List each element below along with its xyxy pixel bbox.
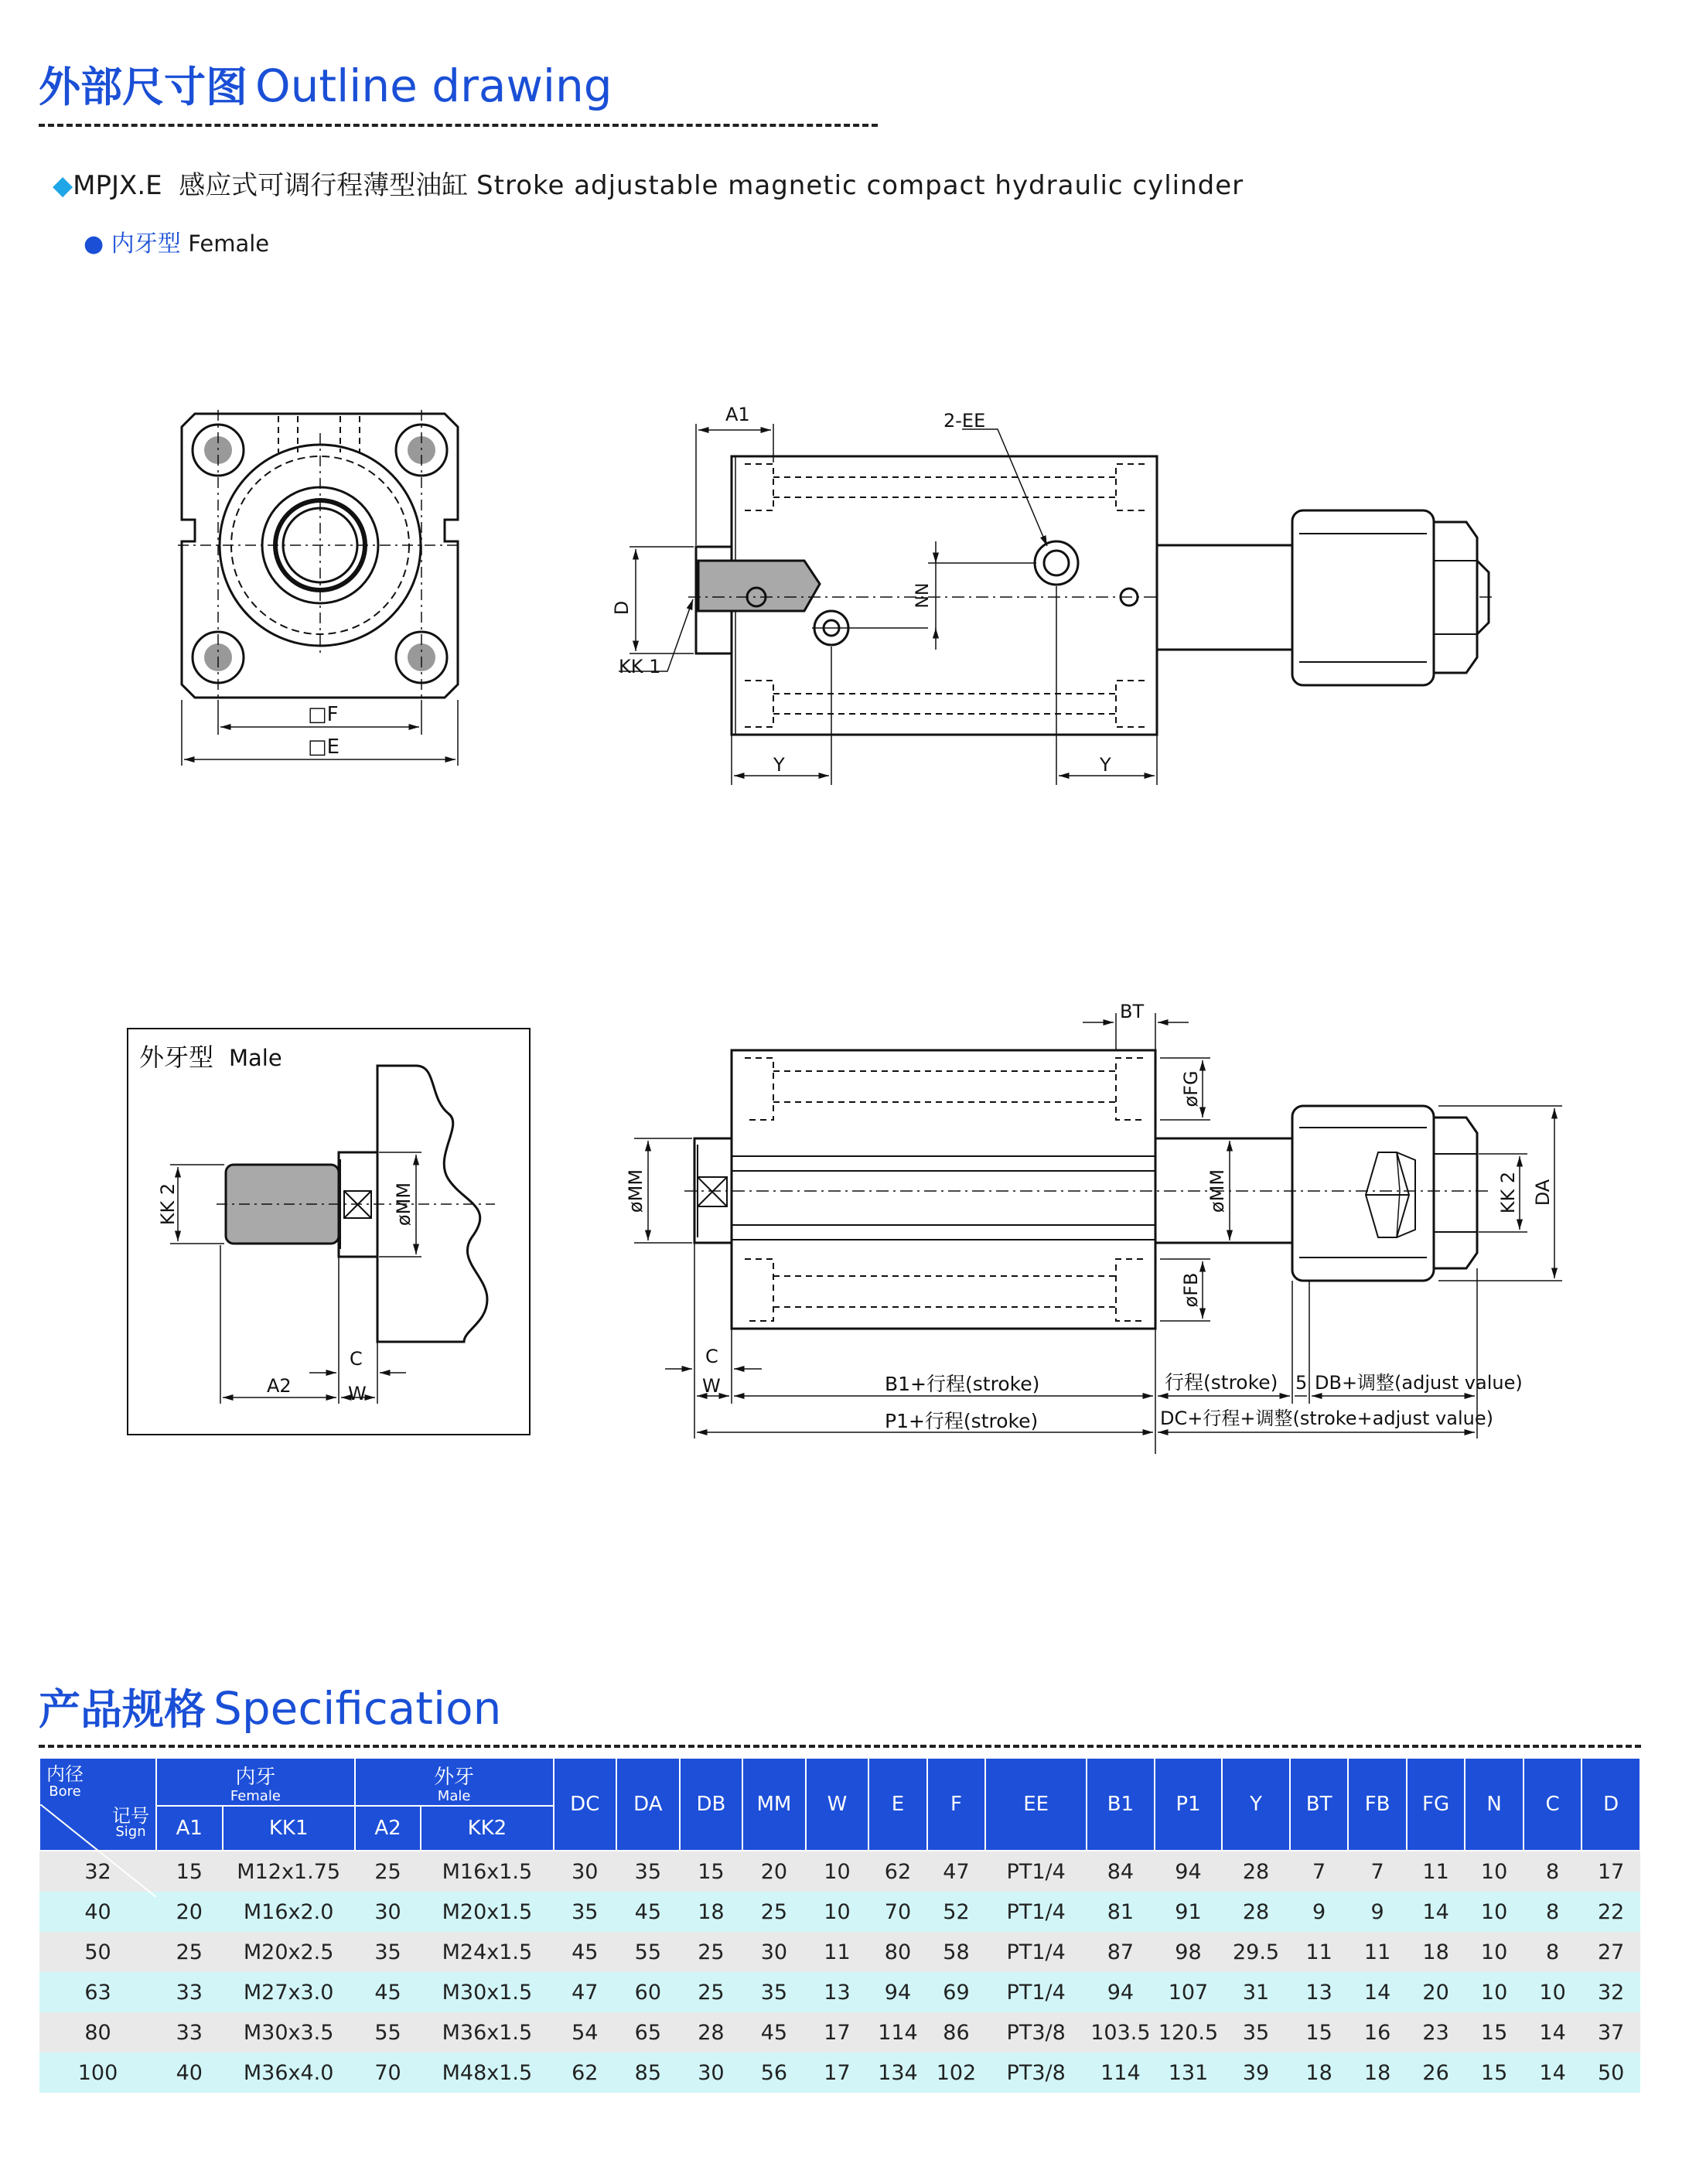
dim-nn-label: NN (913, 582, 933, 609)
dim-d-label: D (611, 600, 633, 616)
table-cell: 107 (1155, 1972, 1223, 2012)
table-cell: 94 (1087, 1972, 1155, 2012)
table-cell: 114 (1087, 2053, 1155, 2093)
table-cell: 18 (1348, 2053, 1407, 2093)
table-cell: 18 (680, 1892, 743, 1932)
product-code: MPJX.E (73, 170, 162, 201)
table-cell: M27x3.0 (223, 1972, 355, 2012)
table-cell: 35 (616, 1851, 680, 1892)
table-cell: 47 (554, 1972, 617, 2012)
table-cell: 16 (1348, 2012, 1407, 2053)
table-cell: 98 (1155, 1932, 1223, 1972)
dim-kk1-label: KK 1 (619, 656, 661, 677)
col-header: N (1465, 1758, 1524, 1851)
table-cell: 30 (355, 1892, 421, 1932)
table-cell: 8 (1524, 1851, 1582, 1892)
table-cell: M12x1.75 (223, 1851, 355, 1892)
table-cell: 28 (1222, 1851, 1290, 1892)
table-cell: 62 (868, 1851, 927, 1892)
dim-fb-label: øFB (1180, 1272, 1202, 1308)
table-cell: 47 (927, 1851, 986, 1892)
product-name-en: Stroke adjustable magnetic compact hydraulic cylinder (476, 170, 1244, 201)
table-cell: 17 (806, 2012, 869, 2053)
table-cell: 84 (1087, 1851, 1155, 1892)
table-cell: 7 (1290, 1851, 1349, 1892)
table-cell: M24x1.5 (421, 1932, 553, 1972)
spec-title-cn: 产品规格 (39, 1685, 206, 1734)
table-cell: 25 (355, 1851, 421, 1892)
table-row (39, 1851, 1640, 1892)
table-cell: 54 (554, 2012, 617, 2053)
table-cell: 69 (927, 1972, 986, 2012)
table-row (39, 2053, 1640, 2093)
dim-ee-label: 2-EE (943, 410, 986, 432)
table-cell: 30 (742, 1932, 806, 1972)
dim-five-label: 5 (1295, 1372, 1308, 1394)
table-cell: 80 (868, 1932, 927, 1972)
table-cell: 94 (868, 1972, 927, 2012)
table-cell: 55 (355, 2012, 421, 2053)
table-cell: 120.5 (1155, 2012, 1223, 2053)
col-header: Y (1222, 1758, 1290, 1851)
table-cell: M36x4.0 (223, 2053, 355, 2093)
dim-y-label-right: Y (1100, 754, 1111, 776)
female-en: Female (188, 230, 270, 257)
table-cell: 20 (1407, 1972, 1466, 2012)
table-cell: 85 (616, 2053, 680, 2093)
table-cell: 45 (742, 2012, 806, 2053)
product-name-cn: 感应式可调行程薄型油缸 (179, 170, 469, 201)
col-header: DC (554, 1758, 617, 1851)
table-cell: PT1/4 (985, 1932, 1087, 1972)
subcol-header: KK1 (223, 1806, 355, 1851)
table-cell: 65 (616, 2012, 680, 2053)
table-cell: M48x1.5 (421, 2053, 553, 2093)
bore-cell: 100 (39, 2053, 156, 2093)
col-header: E (868, 1758, 927, 1851)
table-cell: 45 (616, 1892, 680, 1932)
table-cell: 114 (868, 2012, 927, 2053)
table-cell: 8 (1524, 1892, 1582, 1932)
table-cell: 33 (156, 1972, 223, 2012)
table-cell: 25 (680, 1972, 743, 2012)
table-cell: 11 (806, 1932, 869, 1972)
dim-y-label-left: Y (773, 754, 785, 776)
male-group-header: 外牙 Male (355, 1758, 554, 1806)
male-cn: 外牙型 (139, 1043, 214, 1072)
table-cell: 70 (868, 1892, 927, 1932)
table-cell: 15 (1465, 2012, 1524, 2053)
corner-header (39, 1758, 156, 1851)
spec-title (39, 1677, 501, 1736)
table-cell: 33 (156, 2012, 223, 2053)
dim-da-label: DA (1532, 1179, 1554, 1206)
table-cell: 30 (680, 2053, 743, 2093)
dim-mm-label-detail: øMM (393, 1182, 415, 1227)
col-header: DB (680, 1758, 743, 1851)
table-cell: M20x2.5 (223, 1932, 355, 1972)
col-header: P1 (1155, 1758, 1223, 1851)
table-cell: 13 (806, 1972, 869, 2012)
table-cell: 18 (1407, 1932, 1466, 1972)
col-header: B1 (1087, 1758, 1155, 1851)
table-cell: 14 (1348, 1972, 1407, 2012)
table-cell: 9 (1290, 1892, 1349, 1932)
table-cell: 7 (1348, 1851, 1407, 1892)
table-cell: 9 (1348, 1892, 1407, 1932)
table-cell: PT1/4 (985, 1892, 1087, 1932)
table-cell: 14 (1407, 1892, 1466, 1932)
table-cell: 134 (868, 2053, 927, 2093)
table-cell: PT1/4 (985, 1851, 1087, 1892)
dim-e-label: □E (308, 735, 340, 759)
table-cell: 23 (1407, 2012, 1466, 2053)
dim-bt-label: BT (1120, 1001, 1145, 1022)
dim-f-label: □F (308, 703, 339, 726)
table-cell: 25 (680, 1932, 743, 1972)
dim-kk2-label: KK 2 (1497, 1171, 1519, 1214)
table-cell: 31 (1222, 1972, 1290, 2012)
table-cell: 10 (1465, 1851, 1524, 1892)
corner-bore: 内径 Bore (46, 1763, 84, 1800)
dim-c-label-detail: C (350, 1348, 363, 1370)
table-cell: 50 (1582, 2053, 1640, 2093)
table-cell: 40 (156, 2053, 223, 2093)
female-group-header: 内牙 Female (156, 1758, 355, 1806)
dim-mm-label-left: øMM (625, 1169, 647, 1213)
table-cell: 35 (742, 1972, 806, 2012)
col-header: C (1524, 1758, 1582, 1851)
table-cell: 27 (1582, 1932, 1640, 1972)
table-cell: 28 (680, 2012, 743, 2053)
table-cell: 10 (806, 1892, 869, 1932)
table-row (39, 1932, 1640, 1972)
table-cell: 35 (355, 1932, 421, 1972)
male-en: Male (229, 1045, 282, 1071)
table-cell: 10 (1524, 1972, 1582, 2012)
dim-dc-adjust-label: DC+行程+调整(stroke+adjust value) (1160, 1408, 1493, 1429)
table-cell: 10 (1465, 1892, 1524, 1932)
table-cell: 56 (742, 2053, 806, 2093)
table-cell: 60 (616, 1972, 680, 2012)
table-cell: 15 (1465, 2053, 1524, 2093)
table-cell: 17 (1582, 1851, 1640, 1892)
dim-a1-label: A1 (725, 404, 750, 425)
table-cell: 11 (1348, 1932, 1407, 1972)
table-cell: M30x3.5 (223, 2012, 355, 2053)
table-cell: PT1/4 (985, 1972, 1087, 2012)
table-cell: 8 (1524, 1932, 1582, 1972)
table-cell: M36x1.5 (421, 2012, 553, 2053)
table-cell: PT3/8 (985, 2012, 1087, 2053)
col-header: W (806, 1758, 869, 1851)
table-cell: 26 (1407, 2053, 1466, 2093)
subcol-header: A1 (156, 1806, 223, 1851)
table-cell: 10 (1465, 1972, 1524, 2012)
table-cell: 35 (1222, 2012, 1290, 2053)
table-cell: 22 (1582, 1892, 1640, 1932)
dim-kk2-label-detail: KK 2 (157, 1182, 179, 1226)
bore-cell: 80 (39, 2012, 156, 2053)
spec-title-divider (39, 1745, 1641, 1748)
table-cell: 29.5 (1222, 1932, 1290, 1972)
table-cell: 62 (554, 2053, 617, 2093)
dim-db-adjust-label: DB+调整(adjust value) (1315, 1372, 1523, 1394)
outline-title-cn: 外部尺寸图 (39, 63, 247, 111)
table-cell: 11 (1290, 1932, 1349, 1972)
table-cell: 70 (355, 2053, 421, 2093)
table-cell: 15 (680, 1851, 743, 1892)
spec-table (39, 1757, 1641, 2093)
table-cell: 45 (355, 1972, 421, 2012)
col-header: FB (1348, 1758, 1407, 1851)
table-cell: 10 (1465, 1932, 1524, 1972)
table-row (39, 1972, 1640, 2012)
bullet-icon: ● (84, 230, 104, 258)
col-header: EE (985, 1758, 1087, 1851)
table-cell: M16x1.5 (421, 1851, 553, 1892)
table-cell: 39 (1222, 2053, 1290, 2093)
dim-mm-label-rod: øMM (1206, 1169, 1228, 1213)
corner-sign: 记号 Sign (112, 1805, 150, 1840)
table-cell: M30x1.5 (421, 1972, 553, 2012)
dim-c-label: C (705, 1346, 718, 1367)
outline-title-en: Outline drawing (255, 60, 612, 112)
table-cell: 18 (1290, 2053, 1349, 2093)
table-cell: 30 (554, 1851, 617, 1892)
table-cell: 35 (554, 1892, 617, 1932)
table-cell: 28 (1222, 1892, 1290, 1932)
dim-w-label-detail: W (348, 1383, 367, 1404)
bore-cell: 63 (39, 1972, 156, 2012)
table-cell: 87 (1087, 1932, 1155, 1972)
subcol-header: A2 (355, 1806, 421, 1851)
male-detail-box (128, 1029, 530, 1435)
col-header: BT (1290, 1758, 1349, 1851)
table-cell: 14 (1524, 2053, 1582, 2093)
table-cell: 86 (927, 2012, 986, 2053)
table-row (39, 1892, 1640, 1932)
table-cell: 13 (1290, 1972, 1349, 2012)
table-cell: 94 (1155, 1851, 1223, 1892)
table-cell: 15 (1290, 2012, 1349, 2053)
dim-w-label: W (702, 1375, 721, 1397)
table-cell: M20x1.5 (421, 1892, 553, 1932)
col-header: MM (742, 1758, 806, 1851)
diamond-icon: ◆ (53, 170, 73, 201)
table-cell: 37 (1582, 2012, 1640, 2053)
dim-p1-stroke-label: P1+行程(stroke) (885, 1410, 1039, 1432)
table-cell: 91 (1155, 1892, 1223, 1932)
col-header: DA (616, 1758, 680, 1851)
spec-table-body (39, 1851, 1640, 2093)
table-cell: 14 (1524, 2012, 1582, 2053)
bore-cell: 40 (39, 1892, 156, 1932)
table-cell: 15 (156, 1851, 223, 1892)
dim-stroke-label: 行程(stroke) (1165, 1371, 1278, 1394)
table-cell: 25 (742, 1892, 806, 1932)
table-cell: 10 (806, 1851, 869, 1892)
female-cn: 内牙型 (111, 230, 181, 258)
table-cell: 58 (927, 1932, 986, 1972)
table-cell: 11 (1407, 1851, 1466, 1892)
table-cell: 17 (806, 2053, 869, 2093)
table-cell: 20 (742, 1851, 806, 1892)
table-cell: 81 (1087, 1892, 1155, 1932)
subcol-header: KK2 (421, 1806, 553, 1851)
table-cell: 131 (1155, 2053, 1223, 2093)
table-cell: 32 (1582, 1972, 1640, 2012)
table-cell: PT3/8 (985, 2053, 1087, 2093)
col-header: F (927, 1758, 986, 1851)
table-cell: M16x2.0 (223, 1892, 355, 1932)
dim-b1-stroke-label: B1+行程(stroke) (885, 1373, 1040, 1395)
bore-cell: 50 (39, 1932, 156, 1972)
table-row (39, 2012, 1640, 2053)
col-header: FG (1407, 1758, 1466, 1851)
table-cell: 45 (554, 1932, 617, 1972)
side-view-female (619, 424, 1493, 785)
spec-title-en: Specification (213, 1682, 502, 1735)
table-cell: 55 (616, 1932, 680, 1972)
table-cell: 52 (927, 1892, 986, 1932)
dim-a2-label: A2 (267, 1375, 292, 1397)
table-cell: 20 (156, 1892, 223, 1932)
bore-cell: 32 (39, 1851, 156, 1892)
table-cell: 102 (927, 2053, 986, 2093)
col-header: D (1582, 1758, 1640, 1851)
table-cell: 103.5 (1087, 2012, 1155, 2053)
dim-fg-label: øFG (1180, 1070, 1202, 1107)
table-cell: 25 (156, 1932, 223, 1972)
